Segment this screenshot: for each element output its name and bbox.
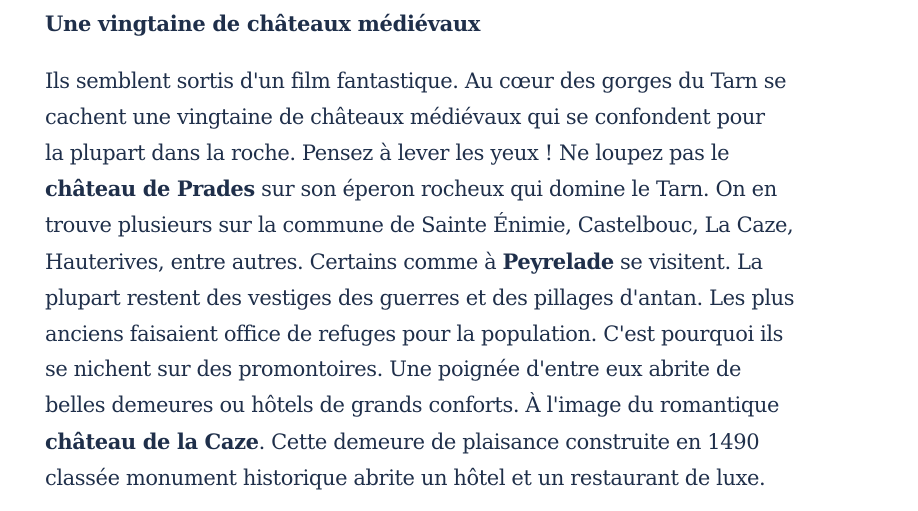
paragraph-line	[45, 208, 875, 244]
bold-place-name: château de la Caze	[45, 428, 259, 454]
paragraph-text: classée monument historique abrite un hôtel et un restaurant de luxe.	[45, 465, 766, 490]
paragraph-text: se nichent sur des promontoires. Une poignée d'entre eux abrite de	[45, 357, 741, 382]
paragraph-text: . Cette demeure de plaisance construite en 1490	[258, 429, 760, 454]
paragraph-line	[45, 100, 875, 136]
paragraph-text: anciens faisaient office de refuges pour la population. C'est pourquoi ils	[45, 321, 784, 346]
bold-place-name: Peyrelade	[502, 248, 614, 274]
paragraph-text: Hauterives, entre autres. Certains comme à	[45, 249, 503, 274]
paragraph-text: la plupart dans la roche. Pensez à lever les yeux ! Ne loupez pas le	[45, 140, 730, 165]
article-title: Une vingtaine de châteaux médiévaux	[45, 11, 481, 36]
paragraph-line	[45, 352, 875, 388]
paragraph-text: se visitent. La	[613, 249, 763, 274]
paragraph-text: trouve plusieurs sur la commune de Sainte Énimie, Castelbouc, La Caze,	[45, 213, 794, 238]
paragraph-line	[45, 424, 875, 461]
article	[45, 8, 875, 497]
paragraph-line	[45, 244, 875, 281]
paragraph-text: belles demeures ou hôtels de grands conforts. À l'image du romantique	[45, 393, 780, 418]
paragraph-text: Ils semblent sortis d'un film fantastique. Au cœur des gorges du Tarn se	[45, 69, 787, 93]
bold-place-name: château de Prades	[45, 176, 255, 202]
paragraph-line	[45, 388, 875, 424]
paragraph-line	[45, 136, 875, 172]
paragraph-line	[45, 461, 875, 497]
paragraph-line	[45, 281, 875, 317]
article-paragraph	[45, 64, 875, 497]
paragraph-text: plupart restent des vestiges des guerres et des pillages d'antan. Les plus	[45, 285, 795, 310]
paragraph-text: cachent une vingtaine de châteaux médiévaux qui se confondent pour	[45, 104, 765, 129]
paragraph-line	[45, 64, 875, 100]
paragraph-line	[45, 171, 875, 208]
paragraph-text: sur son éperon rocheux qui domine le Tarn. On en	[254, 177, 777, 202]
paragraph-line	[45, 317, 875, 353]
